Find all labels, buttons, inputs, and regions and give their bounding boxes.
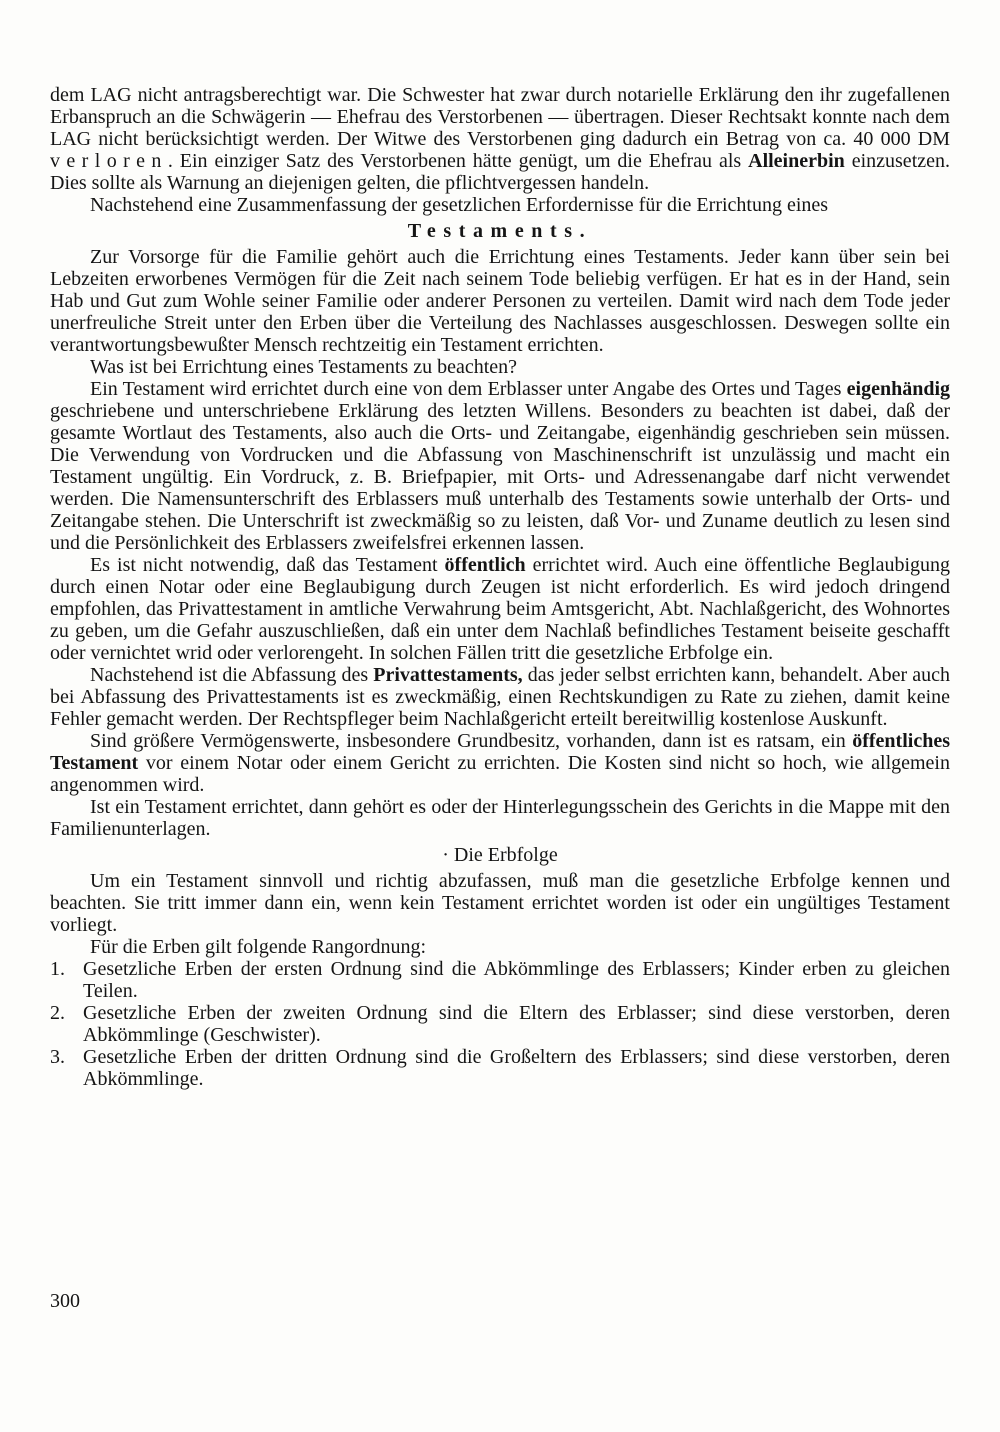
paragraph-oeffentlich — [50, 554, 950, 664]
body-text: Nachstehend ist die Abfassung des — [90, 664, 374, 686]
paragraph-oeffentliches-testament — [50, 730, 950, 796]
list-item-number: 1. — [50, 958, 65, 980]
body-text: . Ein einziger Satz des Verstorbenen hätte genügt, um die Ehefrau als — [167, 150, 749, 172]
paragraph-eigenhaendig — [50, 378, 950, 554]
paragraph-vorsorge — [50, 246, 950, 356]
body-text: Sind größere Vermögenswerte, insbesondere Grundbesitz, vorhanden, dann ist es ratsam, ein — [90, 730, 853, 752]
body-text: Ein Testament wird errichtet durch eine von dem Erblasser unter Angabe des Ortes und Tages — [90, 378, 847, 400]
paragraph-erbfolge-intro — [50, 870, 950, 936]
body-text: errichtet wird. Auch eine öffentliche Beglaubigung durch einen Notar oder eine Beglaubigung durch Zeugen ist nicht erforderlich. Es wird jedoch dringend empfohlen, das Privattestament in amtliche Verwahrung beim Amtsgericht, Abt. Nachlaßgericht, des Wohnortes zu geben, um die Gefahr auszuschließen, daß ein unter dem Nachlaß befindliches Testament beiseite geschafft oder vernichtet wrid oder verlorengeht. In solchen Fällen tritt die gesetzliche Erbfolge ein. — [50, 554, 951, 664]
paragraph-intro-summary — [50, 194, 950, 216]
paragraph-mappe — [50, 796, 950, 840]
emphasis-text: öffentlich — [444, 554, 526, 576]
emphasis-text: eigenhändig — [846, 378, 950, 400]
body-text: dem LAG nicht antragsberechtigt war. Die Schwester hat zwar durch notarielle Erklärung den ihr zugefallenen Erbanspruch an die Schwägerin — Ehefrau des Verstorbenen — übertragen. Dieser Rechtsakt konnte nach dem LAG nicht berücksichtigt werden. Der Witwe des Verstorbenen ging dadurch ein Betrag von ca. 40 000 DM — [50, 84, 950, 150]
emphasis-text: verloren — [50, 150, 168, 172]
body-text: Zur Vorsorge für die Familie gehört auch die Errichtung eines Testaments. Jeder kann über sein bei Lebzeiten erworbenes Vermögen für die Zeit nach seinem Tode beliebig verfügen. Er hat es in der Hand, sein Hab und Gut zum Wohle seiner Familie oder anderer Personen zu verteilen. Damit wird nach dem Tode jeder unerfreuliche Streit unter den Erben über die Verteilung des Nachlasses ausgeschlossen. Deswegen sollte ein verantwortungsbewußter Mensch rechtzeitig ein Testament errichten. — [50, 246, 950, 356]
list-item-number: 3. — [50, 1046, 65, 1068]
section-heading-testaments: Testaments. — [407, 220, 593, 242]
body-text: Für die Erben gilt folgende Rangordnung: — [90, 936, 427, 958]
body-text: geschriebene und unterschriebene Erklärung des letzten Willens. Besonders zu beachten ist dabei, daß der gesamte Wortlaut des Testaments, also auch die Orts- und Zeitangabe, eigenhändig geschrieben sein müssen. Die Verwendung von Vordrucken und die Abfassung von Maschinenschrift ist unzulässig und macht ein Testament ungültig. Ein Vordruck, z. B. Briefpapier, mit Orts- und Adressenangabe darf nicht verwendet werden. Die Namensunterschrift des Erblassers muß unterhalb des Testaments sowie unterhalb der Orts- und Zeitangabe stehen. Die Unterschrift ist zweckmäßig so zu leisten, daß Vor- und Zuname deutlich zu lesen sind und die Persönlichkeit des Erblassers zweifelsfrei erkennen lassen. — [50, 400, 950, 554]
paragraph-question — [50, 356, 950, 378]
body-text: Nachstehend eine Zusammenfassung der gesetzlichen Erfordernisse für die Errichtung eines — [90, 194, 829, 216]
emphasis-text: öffentliches Testament — [50, 730, 950, 774]
list-item-number: 2. — [50, 1002, 65, 1024]
list-item-third-order — [50, 1046, 950, 1090]
body-text: das jeder selbst errichten kann, behandelt. Aber auch bei Abfassung des Privattestaments ist es zweckmäßig, einen Rechtskundigen zu Rate zu ziehen, damit keine Fehler gemacht werden. Der Rechtspfleger beim Nachlaßgericht erteilt bereitwillig kostenlose Auskunft. — [50, 664, 950, 730]
text-column — [50, 84, 950, 1090]
emphasis-text: Alleinerbin — [748, 150, 845, 172]
emphasis-text: Privattestaments, — [373, 664, 523, 686]
list-item-text: Gesetzliche Erben der ersten Ordnung sind die Abkömmlinge des Erblassers; Kinder erben zu gleichen Teilen. — [83, 958, 950, 1002]
body-text: Ist ein Testament errichtet, dann gehört es oder der Hinterlegungsschein des Gerichts in die Mappe mit den Familienunterlagen. — [50, 796, 950, 840]
body-text: Was ist bei Errichtung eines Testaments zu beachten? — [90, 356, 518, 378]
list-item-text: Gesetzliche Erben der dritten Ordnung sind die Großeltern des Erblassers; sind diese verstorben, deren Abkömmlinge. — [83, 1046, 950, 1090]
page-number: 300 — [50, 1290, 80, 1312]
list-item-second-order — [50, 1002, 950, 1046]
body-text: Um ein Testament sinnvoll und richtig abzufassen, muß man die gesetzliche Erbfolge kennen und beachten. Sie tritt immer dann ein, wenn kein Testament errichtet worden ist oder ein ungültiges Testament vorliegt. — [50, 870, 950, 936]
list-item-first-order — [50, 958, 950, 1002]
paragraph-rangordnung-lead — [50, 936, 950, 958]
paragraph-privattestament — [50, 664, 950, 730]
section-heading-erbfolge: · Die Erbfolge — [442, 844, 558, 866]
paragraph-continuation — [50, 84, 950, 194]
body-text: vor einem Notar oder einem Gericht zu errichten. Die Kosten sind nicht so hoch, wie allgemein angenommen wird. — [50, 752, 950, 796]
body-text: Es ist nicht notwendig, daß das Testament — [90, 554, 445, 576]
ranking-list — [50, 958, 950, 1090]
body-text: einzusetzen. Dies sollte als Warnung an diejenigen gelten, die pflichtvergessen handeln. — [50, 150, 950, 194]
list-item-text: Gesetzliche Erben der zweiten Ordnung sind die Eltern des Erblasser; sind diese verstorben, deren Abkömmlinge (Geschwister). — [83, 1002, 950, 1046]
